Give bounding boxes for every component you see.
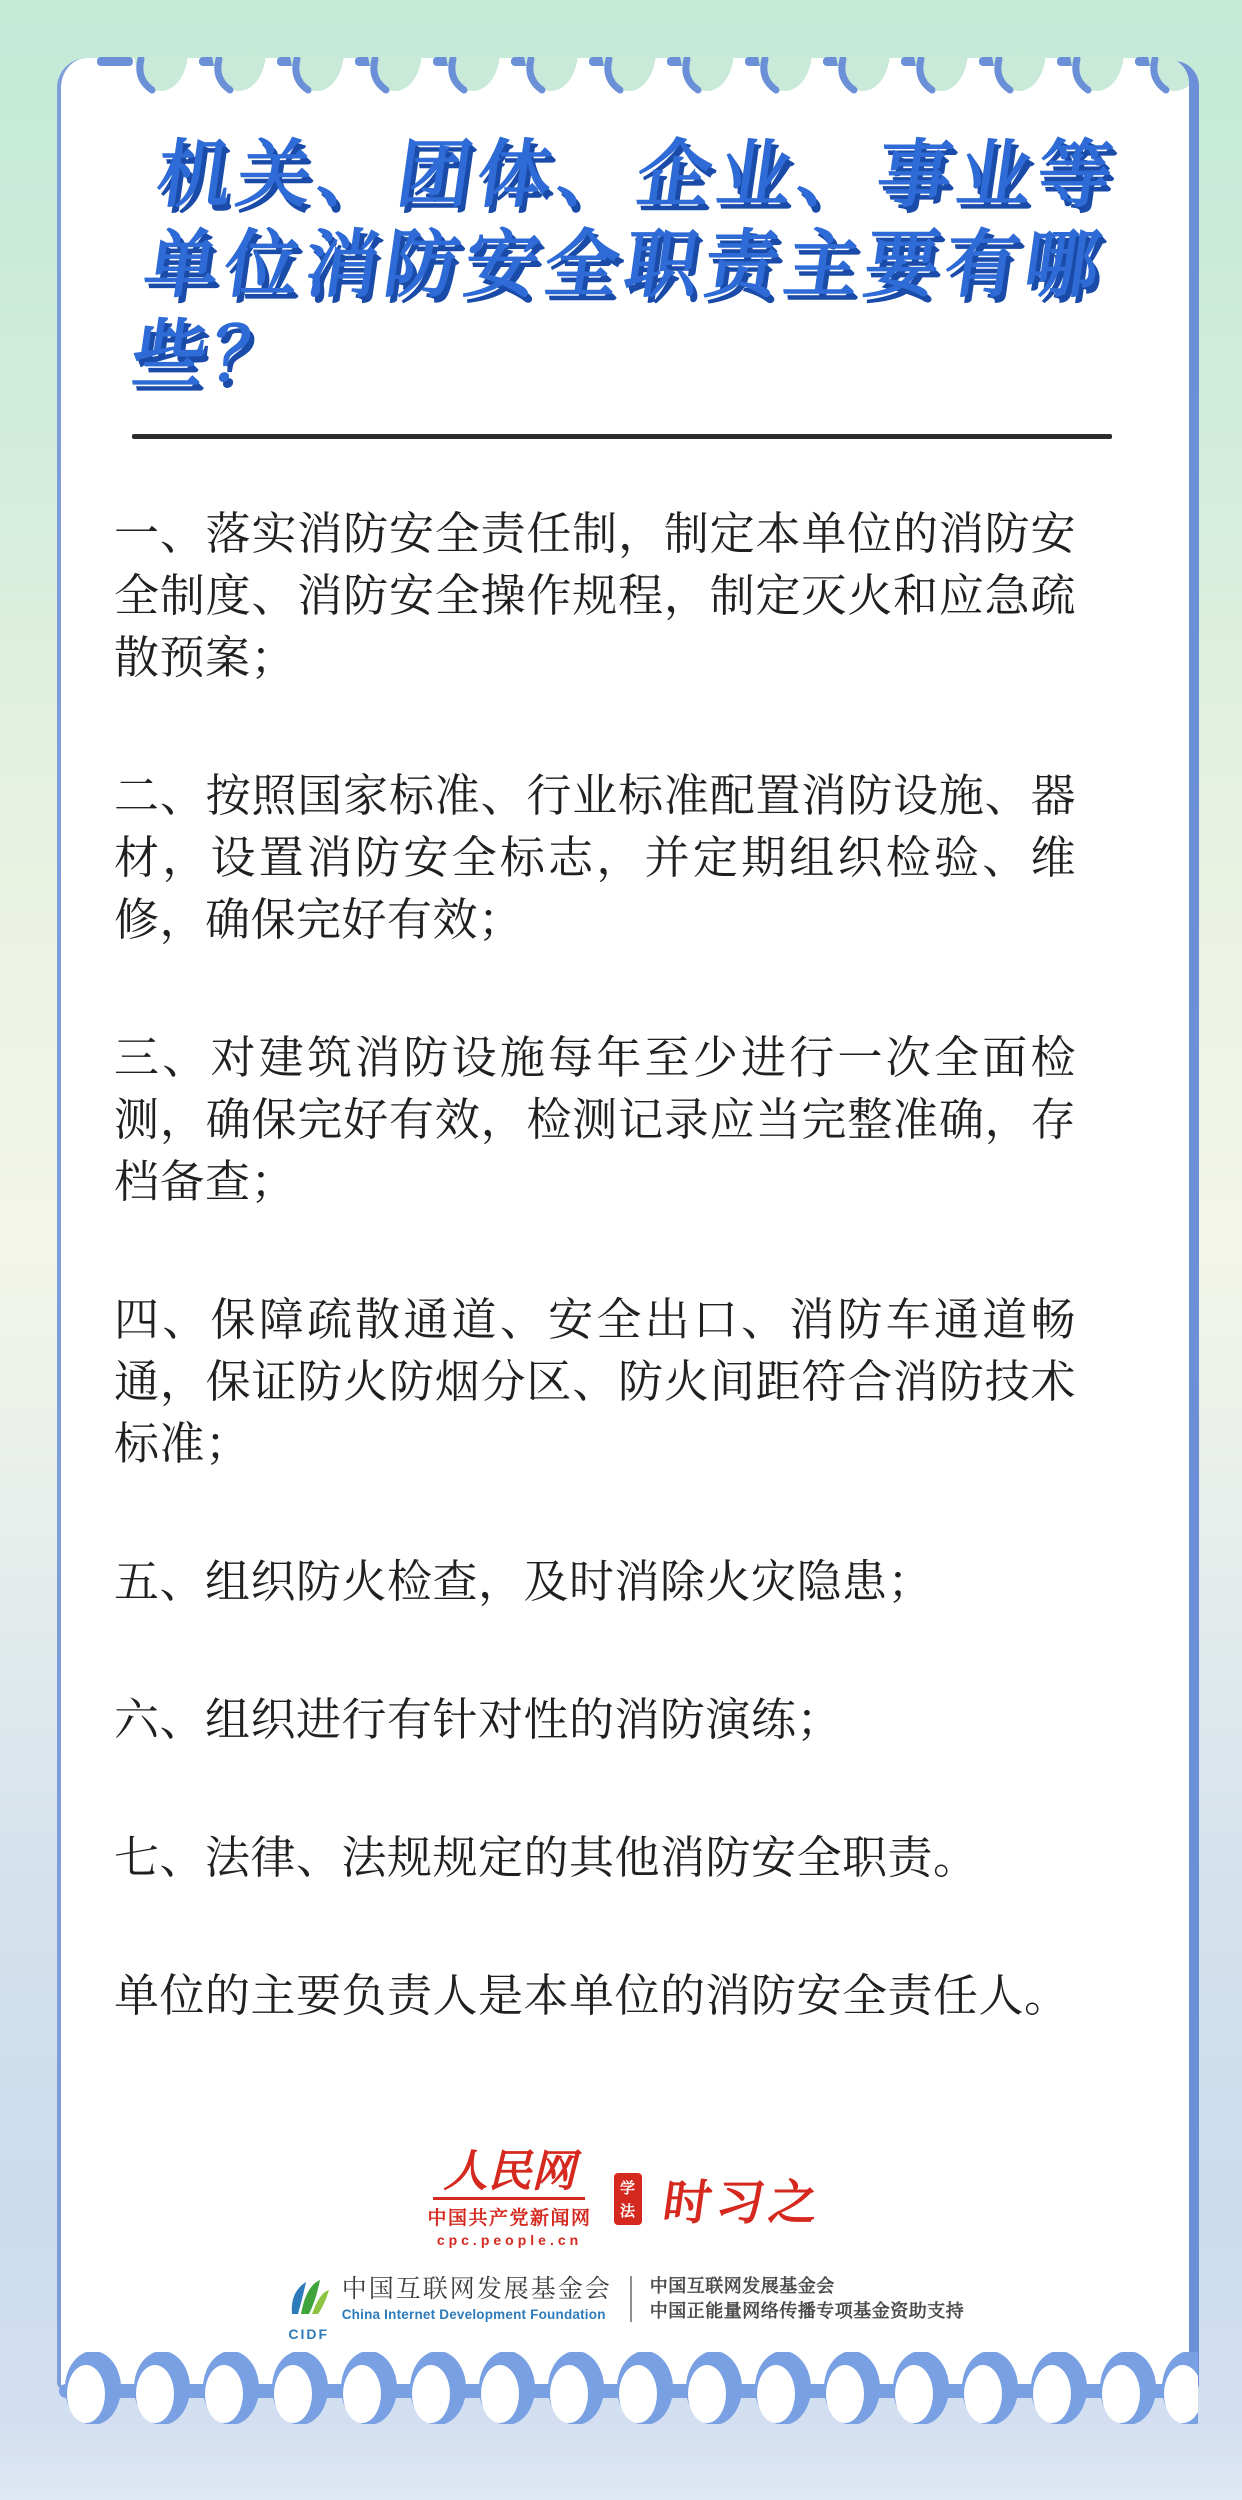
closing-note: 单位的主要负责人是本单位的消防安全责任人。 xyxy=(114,1970,1070,2021)
page-title: 机关、团体、企业、事业等单位消防安全职责主要有哪些？ xyxy=(126,132,1124,398)
list-item-5: 五、组织防火检查，及时消除火灾隐患； xyxy=(114,1556,934,1607)
list-item-2: 二、按照国家标准、行业标准配置消防设施、器材，设置消防安全标志，并定期组织检验、维修，确保完好有效； xyxy=(114,770,1076,945)
cidf-leaf-icon xyxy=(286,2274,332,2320)
bottom-scallop-pattern xyxy=(57,2352,1198,2424)
shixizhi-logo: 时习之 xyxy=(659,2177,826,2230)
footer-brand-row xyxy=(61,2146,1189,2248)
cidf-name-block xyxy=(342,2274,612,2322)
bottom-scallop-edge xyxy=(57,2352,1198,2424)
xuefa-badge-char-bottom: 法 xyxy=(619,2202,635,2220)
list-item-6: 六、组织进行有针对性的消防演练； xyxy=(114,1694,843,1745)
cpc-news-site-name: 中国共产党新闻网 xyxy=(427,2208,592,2229)
footer-sponsor-row xyxy=(61,2274,1189,2342)
peoples-daily-logo xyxy=(427,2146,592,2248)
responsibilities-list xyxy=(61,439,1189,2027)
sponsor-text-block xyxy=(650,2274,965,2324)
poster-card xyxy=(57,58,1189,2390)
peoples-daily-script-logo: 人民网 xyxy=(433,2149,585,2200)
cpc-site-url: cpc.people.cn xyxy=(436,2232,583,2248)
list-item-7: 七、法律、法规规定的其他消防安全职责。 xyxy=(114,1832,979,1883)
footer xyxy=(61,2146,1189,2342)
xuefa-badge xyxy=(614,2173,642,2225)
xuefa-badge-char-top: 学 xyxy=(619,2179,635,2197)
list-item-1: 一、落实消防安全责任制，制定本单位的消防安全制度、消防安全操作规程，制定灭火和应急疏散预案； xyxy=(114,508,1076,683)
sponsor-line-1: 中国互联网发展基金会 xyxy=(649,2276,835,2296)
cidf-abbr-label: CIDF xyxy=(288,2326,330,2342)
cidf-logo-block xyxy=(286,2274,612,2342)
cidf-name-cn: 中国互联网发展基金会 xyxy=(341,2275,612,2303)
list-item-4: 四、保障疏散通道、安全出口、消防车通道畅通，保证防火防烟分区、防火间距符合消防技术标准； xyxy=(114,1294,1076,1469)
list-item-3: 三、对建筑消防设施每年至少进行一次全面检测，确保完好有效，检测记录应当完整准确，存档备查； xyxy=(114,1032,1076,1207)
title-section xyxy=(61,58,1189,400)
footer-vertical-divider xyxy=(630,2276,632,2322)
cidf-logo-column xyxy=(286,2274,332,2342)
cidf-name-en: China Internet Development Foundation xyxy=(341,2307,606,2322)
sponsor-line-2: 中国正能量网络传播专项基金资助支持 xyxy=(649,2301,965,2321)
